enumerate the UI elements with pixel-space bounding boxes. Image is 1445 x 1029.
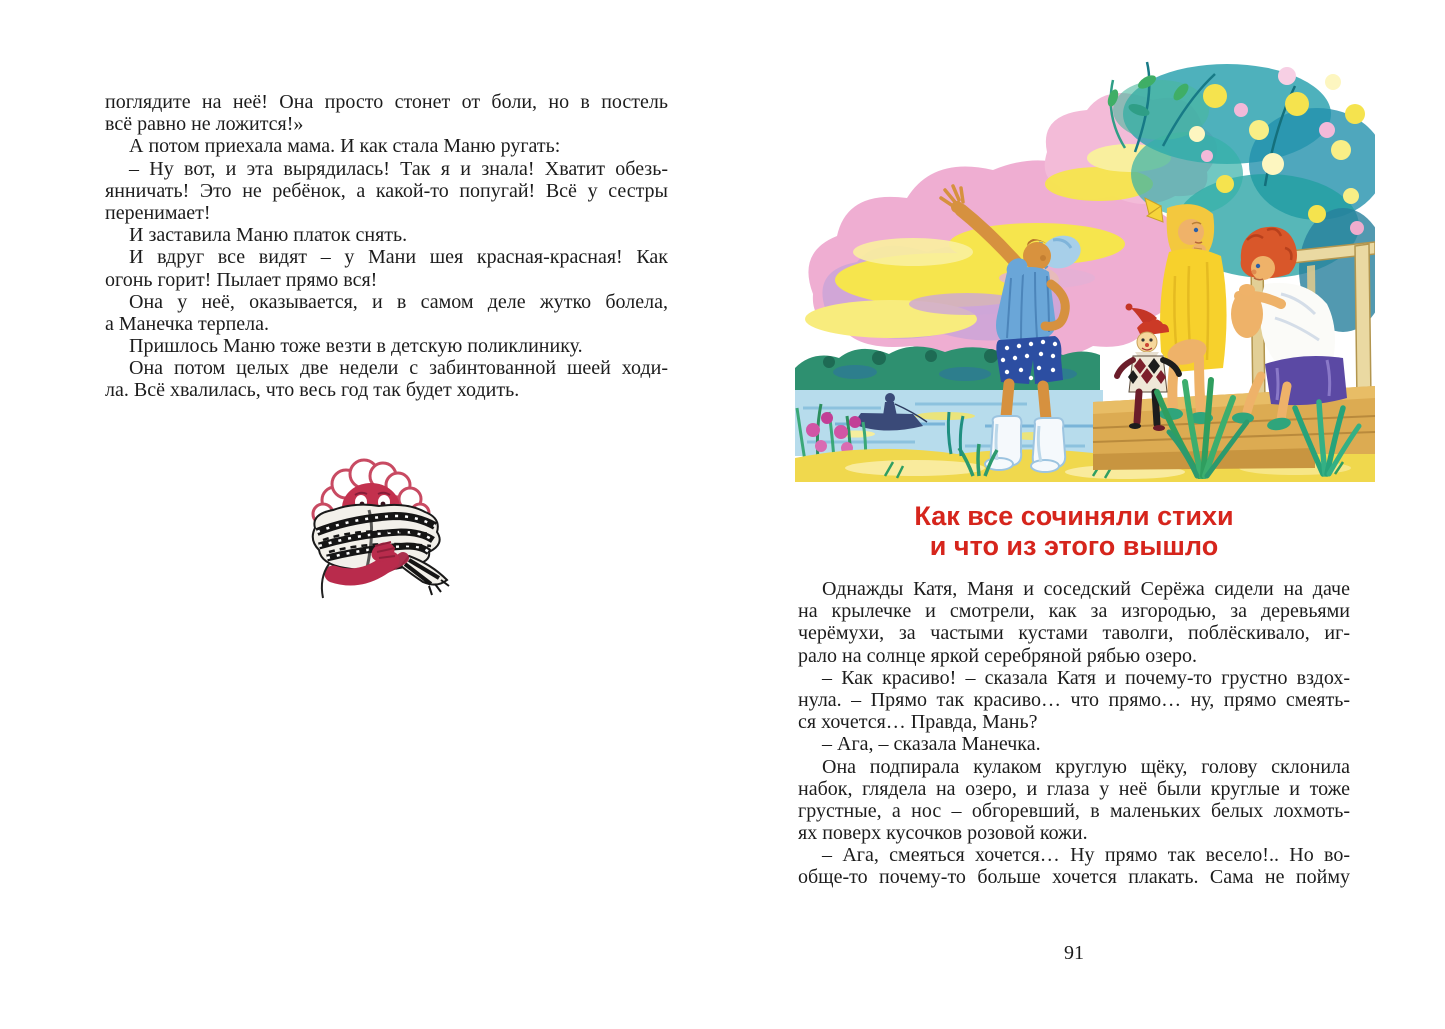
chapter-title: [798, 501, 1350, 561]
text-line: И заставила Маню платок снять.: [129, 224, 408, 247]
text-line: А потом приехала мама. И как стала Маню ругать:: [129, 135, 561, 158]
text-line: на крылечке и смотрели, как за изгородью, за деревьями: [798, 600, 1350, 623]
text-line: нула. – Прямо так красиво… что прямо… ну, прямо смеять-: [798, 688, 1350, 711]
text-line: ях поверх кусочков розовой кожи.: [798, 822, 1088, 845]
text-line: Она потом целых две недели с забинтованной шеей ходи-: [129, 357, 668, 380]
text-line: Она подпирала кулаком круглую щёку, голову склонила: [822, 755, 1350, 778]
left-page-text: [105, 91, 668, 402]
text-line: – Ну вот, и эта вырядилась! Так я и знала! Хватит обезь-: [129, 157, 668, 180]
text-line: – Ага, смеяться хочется… Ну прямо так весело!.. Но во-: [822, 844, 1350, 867]
text-line: Пришлось Маню тоже везти в детскую поликлинику.: [129, 335, 583, 358]
text-line: огонь горит! Пылает прямо вся!: [105, 268, 378, 291]
text-line: а Манечка терпела.: [105, 312, 270, 335]
text-line: ла. Всё хвалилась, что весь год так будет ходить.: [105, 379, 520, 402]
text-line: И вдруг все видят – у Мани шея красная-красная! Как: [129, 246, 668, 269]
text-line: черёмухи, за частыми кустами таволги, поблёскивало, иг-: [798, 622, 1350, 645]
page-number: 91: [1064, 942, 1084, 964]
illustration-girl-scarf: [283, 446, 461, 604]
text-line: Она у неё, оказывается, и в самом деле жутко болела,: [129, 290, 668, 313]
text-line: набок, глядела на озеро, и глаза у неё были круглые и тоже: [798, 777, 1350, 800]
text-line: рало на солнце яркой серебряной рябью озеро.: [798, 644, 1197, 667]
text-line: Однажды Катя, Маня и соседский Серёжа сидели на даче: [822, 578, 1350, 600]
text-line: поглядите на неё! Она просто стонет от боли, но в постель: [105, 91, 668, 113]
right-page-text: [798, 578, 1350, 889]
illustration-children-by-lake: [795, 56, 1375, 482]
text-line: – Ага, – сказала Манечка.: [822, 733, 1041, 756]
chapter-title-line1: Как все сочиняли стихи: [914, 501, 1234, 531]
text-line: – Как красиво! – сказала Катя и почему-то грустно вздох-: [822, 666, 1350, 689]
text-line: обще-то почему-то больше хочется плакать. Сама не пойму: [798, 866, 1350, 889]
text-line: грустные, а нос – обгоревший, в маленьких белых лохмоть-: [798, 799, 1350, 822]
text-line: всё равно не ложится!»: [105, 113, 304, 136]
text-line: ся хочется… Правда, Мань?: [798, 711, 1038, 734]
chapter-title-line2: и что из этого вышло: [929, 531, 1219, 561]
text-line: перенимает!: [105, 201, 211, 224]
text-line: янничать! Это не ребёнок, а какой-то попугай! Всё у сестры: [105, 179, 668, 202]
